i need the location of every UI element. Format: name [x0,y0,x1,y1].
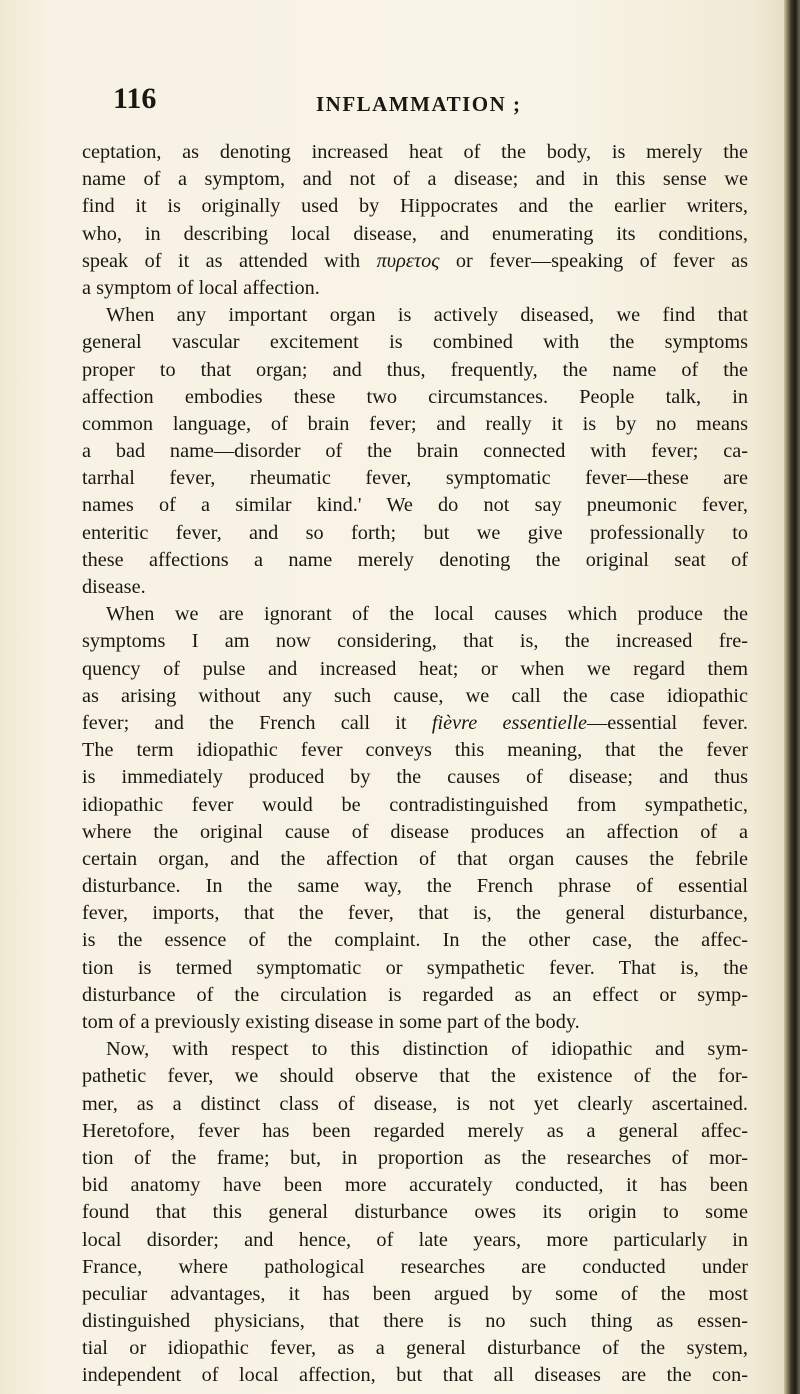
text-segment: who, in describing local disease, and enumerating its conditions, [82,222,748,245]
text-segment: quency of pulse and increased heat; or when we regard them [82,657,748,680]
text-segment: general vascular excitement is combined with the symptoms [82,331,748,354]
text-segment: a bad name—disorder of the brain connected with fever; ca- [82,440,748,463]
text-segment: Now, with respect to this distinction of idiopathic and sym- [106,1038,748,1061]
text-line [82,710,748,737]
page-header [113,82,753,122]
italic-phrase: fièvre essentielle [431,711,587,734]
text-segment: disease. [82,576,146,598]
text-line [82,275,748,302]
text-segment: a symptom of local affection. [82,276,320,299]
text-segment: disturbance of the circulation is regarded as an effect or symp- [82,983,748,1006]
text-segment: found that this general disturbance owes its origin to some [82,1201,748,1224]
text-segment: as arising without any such cause, we call the case idiopathic [82,684,748,707]
text-segment: distinguished physicians, that there is no such thing as essen- [82,1310,748,1333]
text-line [82,1118,748,1145]
text-line [82,1308,748,1335]
text-line [82,139,748,166]
text-line [82,1036,748,1063]
text-segment: affection embodies these two circumstances. People talk, in [82,385,748,408]
body-text [82,139,748,1390]
text-line [82,1227,748,1254]
text-segment: name of a symptom, and not of a disease; and in this sense we [82,168,748,191]
text-segment: disturbance. In the same way, the French phrase of essential [82,875,748,898]
text-segment: speak of it as attended with [82,249,377,272]
text-line [82,792,748,819]
text-segment: The term idiopathic fever conveys this meaning, that the fever [82,739,748,762]
text-segment: fever, imports, that the fever, that is, the general disturbance, [82,902,748,925]
text-line [82,737,748,764]
text-line [82,1254,748,1281]
text-line [82,574,748,601]
text-segment: idiopathic fever would be contradistinguished from sympathetic, [82,793,748,816]
text-line [82,1335,748,1362]
text-segment: find it is originally used by Hippocrates and the earlier writers, [82,195,748,218]
text-segment: Heretofore, fever has been regarded merely as a general affec- [82,1119,748,1142]
text-line [82,982,748,1009]
text-line [82,764,748,791]
text-segment: local disorder; and hence, of late years, more particularly in [82,1228,748,1251]
text-line [82,900,748,927]
text-segment: names of a similar kind.' We do not say pneumonic fever, [82,494,748,517]
text-segment: certain organ, and the affection of that organ causes the febrile [82,847,748,870]
text-line [82,927,748,954]
text-line [82,819,748,846]
text-segment: tial or idiopathic fever, as a general disturbance of the system, [82,1337,748,1360]
text-segment: ceptation, as denoting increased heat of the body, is merely the [82,141,748,163]
text-line [82,547,748,574]
text-line [82,1362,748,1389]
text-segment: proper to that organ; and thus, frequently, the name of the [82,358,748,381]
text-segment: pathetic fever, we should observe that the existence of the for- [82,1065,748,1088]
text-line [82,873,748,900]
text-line [82,656,748,683]
text-segment: France, where pathological researches are conducted under [82,1255,748,1278]
text-line [82,193,748,220]
text-line [82,248,748,275]
italic-phrase: πυρετος [376,249,440,272]
text-line [82,1281,748,1308]
running-head: INFLAMMATION ; [316,92,522,116]
text-line [82,520,748,547]
text-segment: When any important organ is actively diseased, we find that [106,304,748,327]
text-line [82,628,748,655]
text-segment: is immediately produced by the causes of disease; and thus [82,766,748,789]
text-line [82,329,748,356]
text-line [82,492,748,519]
text-segment: peculiar advantages, it has been argued by some of the most [82,1282,748,1305]
text-segment: tion is termed symptomatic or sympathetic fever. That is, the [82,956,748,979]
text-segment: symptoms I am now considering, that is, the increased fre- [82,630,748,653]
text-line [82,846,748,873]
text-segment: tion of the frame; but, in proportion as the researches of mor- [82,1146,748,1169]
text-line [82,1063,748,1090]
text-segment: mer, as a distinct class of disease, is not yet clearly ascertained. [82,1092,748,1115]
text-line [82,465,748,492]
page-number: 116 [113,82,157,115]
text-line [82,1199,748,1226]
text-line [82,683,748,710]
text-line [82,1009,748,1036]
text-segment: independent of local affection, but that all diseases are the con- [82,1364,748,1387]
text-line [82,302,748,329]
text-segment: tom of a previously existing disease in some part of the body. [82,1011,580,1033]
text-segment: bid anatomy have been more accurately conducted, it has been [82,1174,748,1197]
text-line [82,601,748,628]
text-line [82,1145,748,1172]
text-segment: common language, of brain fever; and really it is by no means [82,412,748,435]
text-line [82,1091,748,1118]
text-segment: where the original cause of disease produces an affection of a [82,820,748,843]
text-segment: or fever—speaking of fever as [439,249,748,272]
text-line [82,221,748,248]
text-line [82,357,748,384]
text-segment: fever; and the French call it [82,711,432,734]
text-segment: —essential fever. [587,711,748,734]
text-line [82,411,748,438]
page-edge-shadow [784,0,800,1394]
text-segment: When we are ignorant of the local causes which produce the [106,603,748,626]
text-segment: these affections a name merely denoting the original seat of [82,548,748,571]
text-line [82,438,748,465]
text-segment: tarrhal fever, rheumatic fever, symptomatic fever—these are [82,467,748,490]
text-segment: is the essence of the complaint. In the other case, the affec- [82,929,748,952]
text-line [82,166,748,193]
text-segment: enteritic fever, and so forth; but we give professionally to [82,521,748,544]
text-line [82,955,748,982]
text-line [82,1172,748,1199]
text-line [82,384,748,411]
